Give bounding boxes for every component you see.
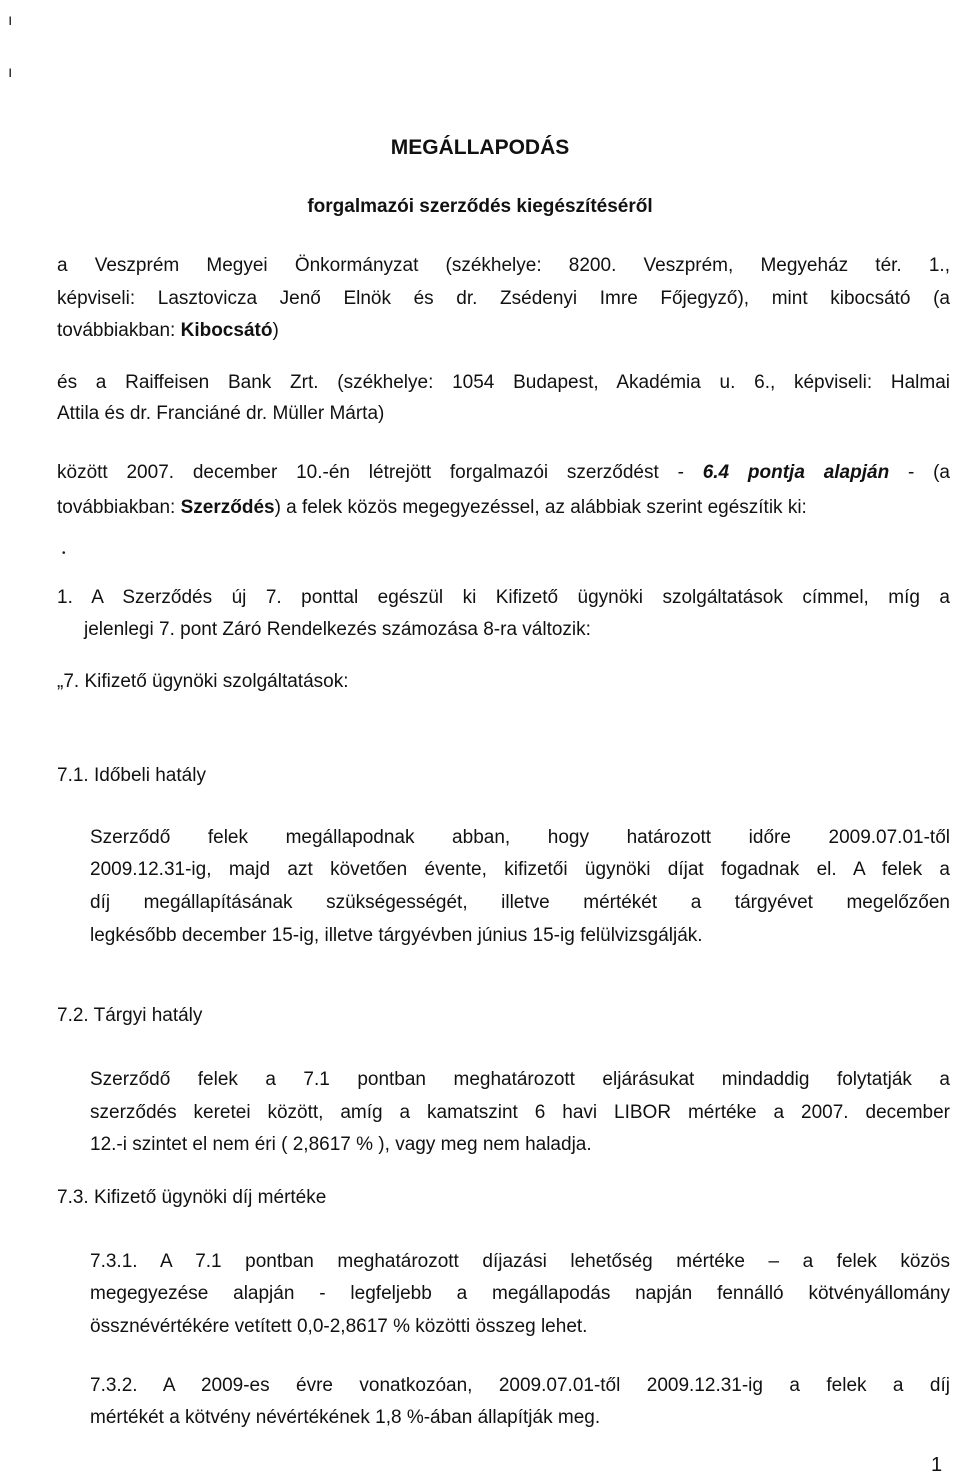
subsection-heading: 7.3. Kifizető ügynöki díj mértéke: [57, 1187, 327, 1208]
text-line: mértékét a kötvény névértékének 1,8 %-ában állapítják meg.: [90, 1407, 601, 1428]
text-span: ): [272, 320, 279, 341]
text-line: legkésőbb december 15-ig, illetve tárgyévben június 15-ig felülvizsgálják.: [90, 925, 703, 946]
text-line: 7.3.2. A 2009-es évre vonatkozóan, 2009.07.01-től 2009.12.31-ig a felek a díj: [90, 1375, 950, 1396]
text-line: jelenlegi 7. pont Záró Rendelkezés számozása 8-ra változik:: [84, 619, 591, 640]
text-line: Attila és dr. Franciáné dr. Müller Márta): [57, 403, 385, 424]
text-line: Szerződő felek megállapodnak abban, hogy határozott időre 2009.07.01-től: [90, 827, 950, 848]
text-line: Szerződő felek a 7.1 pontban meghatározott eljárásukat mindaddig folytatják a: [90, 1069, 950, 1090]
text-line: megegyezése alapján - legfeljebb a megállapodás napján fennálló kötvényállomány: [90, 1283, 950, 1304]
scan-mark-top: ı: [8, 12, 13, 29]
document-title: MEGÁLLAPODÁS: [390, 136, 570, 159]
document-subtitle: forgalmazói szerződés kiegészítéséről: [307, 196, 653, 217]
text-span: továbbiakban:: [57, 320, 181, 341]
text-line: [57, 463, 950, 482]
text-span: ) a felek közös megegyezéssel, az alábbiak szerint egészítik ki:: [274, 497, 807, 518]
text-line: 7.3.1. A 7.1 pontban meghatározott díjazási lehetőség mértéke – a felek közös: [90, 1251, 950, 1272]
text-line: 1. A Szerződés új 7. ponttal egészül ki Kifizető ügynöki szolgáltatások címmel, míg a: [57, 587, 950, 608]
text-span: - (a: [889, 462, 950, 483]
emphasis-text: 6.4 pontja alapján: [702, 462, 890, 483]
text-line: szerződés keretei között, amíg a kamatszint 6 havi LIBOR mértéke a 2007. december: [90, 1102, 950, 1123]
text-span: között 2007. december 10.-én létrejött forgalmazói szerződést -: [57, 462, 703, 483]
party-name-issuer: Kibocsátó: [180, 320, 273, 341]
text-line: díj megállapításának szükségességét, illetve mértékét a tárgyévet megelőzően: [90, 892, 950, 913]
subsection-heading: 7.2. Tárgyi hatály: [57, 1005, 203, 1026]
scan-mark-left: ı: [8, 64, 13, 81]
scan-dot: •: [62, 548, 66, 559]
text-line: és a Raiffeisen Bank Zrt. (székhelye: 1054 Budapest, Akadémia u. 6., képviseli: Halmai: [57, 372, 950, 393]
text-line: 12.-i szintet el nem éri ( 2,8617 % ), vagy meg nem haladja.: [90, 1134, 592, 1155]
page-number: 1: [931, 1454, 943, 1476]
text-span: továbbiakban:: [57, 497, 181, 518]
text-line: képviseli: Lasztovicza Jenő Elnök és dr. Zsédenyi Imre Főjegyző), mint kibocsátó (a: [57, 288, 950, 309]
text-line: 2009.12.31-ig, majd azt követően évente, kifizetői ügynöki díjat fogadnak el. A felek a: [90, 859, 950, 880]
section-7-heading: „7. Kifizető ügynöki szolgáltatások:: [57, 671, 349, 692]
text-line: a Veszprém Megyei Önkormányzat (székhelye: 8200. Veszprém, Megyeház tér. 1.,: [57, 255, 950, 276]
text-line: [57, 498, 807, 517]
text-line: össznévértékére vetített 0,0-2,8617 % közötti összeg lehet.: [90, 1316, 588, 1337]
subsection-heading: 7.1. Időbeli hatály: [57, 765, 206, 786]
text-line: [57, 321, 279, 340]
contract-name: Szerződés: [180, 497, 275, 518]
